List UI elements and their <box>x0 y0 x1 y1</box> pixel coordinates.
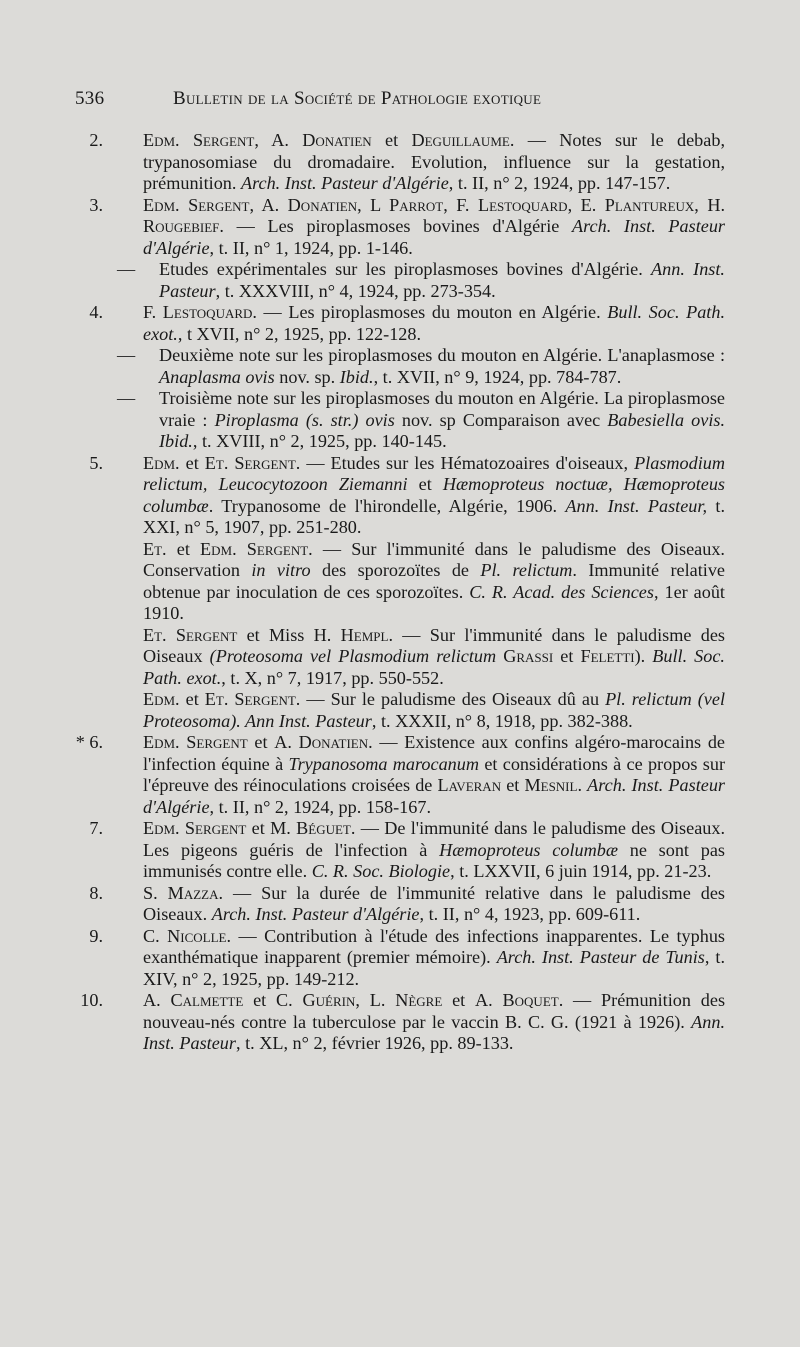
author-name: Deguillaume <box>411 130 510 150</box>
reference-number: 4. <box>89 302 103 322</box>
italic-text: Hæmoproteus noctuæ, Hæmoproteus columbæ <box>143 474 725 516</box>
author-name: H. Hempl <box>313 624 389 645</box>
italic-text: Piroplasma (s. str.) ovis <box>214 409 395 430</box>
reference-entry <box>75 926 725 991</box>
reference-number: 8. <box>89 882 103 903</box>
italic-text: Bull. Soc. Path. exot. <box>143 302 725 344</box>
italic-text: Anaplasma ovis <box>159 366 275 387</box>
text-fragment: , t. II, n° 1, 1924, pp. 1-146. <box>209 237 413 258</box>
reference-text <box>143 990 725 1055</box>
italic-text: Plasmodium relictum, Leucocytozoon Ziemanni <box>143 452 725 494</box>
continuation-dash: — <box>117 345 136 365</box>
reference-number: 2. <box>89 130 103 150</box>
italic-text: Arch. Inst. Pasteur d'Algérie <box>143 216 725 258</box>
text-fragment: . — Contribution à l'étude des infections inapparentes. Le typhus exanthématique inapparent (premier mémoire). <box>143 925 725 967</box>
author-name: Edm. <box>143 452 180 473</box>
author-name: C. Nicolle <box>143 925 227 946</box>
italic-text: Bull. Soc. Path. exot. <box>143 646 725 688</box>
text-fragment: , t. XXXII, n° 8, 1918, pp. 382-388. <box>371 710 633 731</box>
reference-text <box>143 689 725 732</box>
text-fragment: et M. <box>246 818 297 838</box>
text-fragment: , t XVII, n° 2, 1925, pp. 122-128. <box>177 323 422 344</box>
text-fragment: Etudes expérimentales sur les piroplasmoses bovines d'Algérie. <box>159 259 652 279</box>
reference-number: 3. <box>89 194 103 215</box>
text-fragment: ne sont pas immunisés contre elle. <box>143 839 725 881</box>
author-name: Edm. Sergent <box>200 538 309 559</box>
text-fragment: . — De l'immunité dans le paludisme des Oiseaux. Les pigeons guéris de l'infection à <box>143 818 725 860</box>
text-fragment: . <box>577 775 588 795</box>
reference-entry <box>75 883 725 926</box>
italic-text: Pl. relictum (vel Proteosoma). Ann Inst. Pasteur <box>143 689 726 731</box>
italic-text: in vitro <box>251 560 311 580</box>
reference-number: 7. <box>89 818 103 838</box>
text-fragment: Deuxième note sur les piroplasmoses du mouton en Algérie. L'anaplasmose : <box>159 345 725 365</box>
text-fragment: des sporozoïtes de <box>310 560 481 580</box>
text-fragment: . — Notes sur le debab, trypanosomiase du dromadaire. Evolution, influence sur la gestation, prémunition. <box>143 130 725 193</box>
text-fragment: . Immunité relative obtenue par inoculation de ces sporozoïtes. <box>143 560 725 602</box>
author-name: C. Guérin <box>276 990 356 1010</box>
text-fragment: et Miss <box>237 624 314 645</box>
text-fragment: ). <box>634 646 653 666</box>
author-name: Edm. Sergent, A. Donatien <box>143 130 372 150</box>
text-fragment: et <box>407 474 443 494</box>
italic-text: C. R. Soc. Biologie <box>311 861 451 881</box>
text-fragment: nov. sp. <box>274 366 340 387</box>
text-fragment: , t. II, n° 4, 1923, pp. 609-611. <box>419 904 641 924</box>
reference-text <box>143 732 725 818</box>
author-name: Mesnil <box>524 775 578 795</box>
text-fragment: , t. LXXVII, 6 juin 1914, pp. 21-23. <box>450 861 712 881</box>
italic-text: Babesiella ovis. Ibid. <box>159 409 725 451</box>
reference-continuation <box>75 345 725 388</box>
reference-entry <box>75 130 725 195</box>
reference-text <box>143 130 725 195</box>
text-fragment: et <box>501 775 525 795</box>
text-fragment: . — Etudes sur les Hématozoaires d'oiseaux, <box>295 452 635 473</box>
italic-text: Ibid. <box>339 366 374 387</box>
continuation-dash: — <box>117 259 136 279</box>
reference-text <box>143 302 725 345</box>
reference-entry <box>75 302 725 345</box>
reference-subentry <box>75 539 725 625</box>
italic-text: C. R. Acad. des Sciences <box>469 581 654 602</box>
author-name: Béguet <box>296 818 351 838</box>
text-fragment: , <box>355 990 370 1010</box>
author-name: Et. Sergent <box>143 624 238 645</box>
author-name: F. Lestoquard <box>143 302 253 322</box>
reference-continuation <box>75 259 725 302</box>
text-fragment: , t. XL, n° 2, février 1926, pp. 89-133. <box>235 1033 514 1053</box>
text-fragment: et <box>442 990 476 1010</box>
reference-subentry <box>75 689 725 732</box>
text-fragment: . — Sur l'immunité dans le paludisme des Oiseaux <box>143 624 725 666</box>
reference-number: 9. <box>89 925 103 946</box>
italic-text: Arch. Inst. Pasteur d'Algérie <box>143 775 726 817</box>
text-fragment: et <box>179 452 205 473</box>
author-name: L. Nègre <box>369 990 443 1010</box>
reference-subentry <box>75 625 725 690</box>
author-name: Edm. Sergent, A. Donatien, L Parrot, F. Lestoquard, E. Plantureux, H. Rougebief <box>143 194 725 236</box>
author-name: Et. <box>143 538 167 559</box>
reference-continuation <box>75 388 725 453</box>
italic-text: Trypanosoma marocanum <box>288 753 480 774</box>
author-name: A. Calmette <box>143 990 244 1010</box>
text-fragment: et <box>243 990 277 1010</box>
text-fragment: , t. XIV, n° 2, 1925, pp. 149-212. <box>143 947 725 989</box>
text-fragment: et <box>166 538 201 559</box>
author-name: Et. Sergent <box>204 452 296 473</box>
author-name: Edm. Sergent <box>143 732 248 752</box>
text-fragment: t. XXI, n° 5, 1907, pp. 251-280. <box>143 495 725 537</box>
author-name: A. Donatien <box>274 732 369 752</box>
text-fragment: . — Sur la durée de l'immunité relative dans le paludisme des Oiseaux. <box>143 882 725 924</box>
author-name: A. Boquet <box>475 990 559 1010</box>
reference-number: 10. <box>80 990 103 1010</box>
text-fragment: , t. XXXVIII, n° 4, 1924, pp. 273-354. <box>215 280 496 301</box>
running-title: Bulletin de la Société de Pathologie exotique <box>173 88 542 109</box>
text-fragment: nov. sp Comparaison avec <box>394 409 608 430</box>
text-fragment: , t. II, n° 2, 1924, pp. 147-157. <box>448 173 671 193</box>
italic-text: Arch. Inst. Pasteur d'Algérie <box>241 173 449 193</box>
reference-entry <box>75 990 725 1055</box>
italic-text: Hæmoproteus columbæ <box>439 839 618 860</box>
reference-number: 5. <box>89 452 103 473</box>
reference-entry <box>75 732 725 818</box>
author-name: Edm. <box>143 689 180 709</box>
text-fragment: et considérations à ce propos sur l'épreuve des réinoculations croisées de <box>143 753 726 795</box>
text-fragment: . — Prémunition des nouveau-nés contre la tuberculose par le vaccin B. C. G. (1921 à 1926). <box>143 990 726 1032</box>
author-name: Grassi <box>503 646 554 666</box>
italic-text: Ann. Inst. Pasteur <box>143 1011 725 1053</box>
reference-number: * 6. <box>75 732 103 752</box>
reference-entry <box>75 453 725 539</box>
text-fragment: . — Les piroplasmoses bovines d'Algérie <box>219 216 573 236</box>
text-fragment: , t. XVII, n° 9, 1924, pp. 784-787. <box>373 366 622 387</box>
author-name: Edm. Sergent <box>143 818 247 838</box>
reference-text <box>143 195 725 260</box>
text-fragment: et <box>371 130 412 150</box>
text-fragment: et <box>179 689 205 709</box>
text-fragment: . — Sur le paludisme des Oiseaux dû au <box>295 689 606 709</box>
text-fragment: . Trypanosome de l'hirondelle, Algérie, 1906. <box>208 495 566 516</box>
reference-list <box>75 130 725 1055</box>
text-fragment: , 1er août 1910. <box>143 581 725 623</box>
reference-text <box>143 926 725 991</box>
author-name: Feletti <box>580 646 635 666</box>
author-name: S. Mazza <box>143 882 219 903</box>
reference-text <box>159 259 725 302</box>
text-fragment: Troisième note sur les piroplasmoses du mouton en Algérie. La piroplasmose vraie : <box>159 388 725 430</box>
italic-text: (Proteosoma vel Plasmodium relictum <box>209 646 497 666</box>
italic-text: Pl. relictum <box>480 560 573 580</box>
text-fragment: , t. X, n° 7, 1917, pp. 550-552. <box>221 667 444 688</box>
text-fragment: et <box>553 646 581 666</box>
italic-text: Arch. Inst. Pasteur de Tunis <box>496 947 705 967</box>
reference-entry <box>75 818 725 883</box>
reference-text <box>143 818 725 883</box>
italic-text: Ann. Inst. Pasteur, <box>565 495 707 516</box>
reference-entry <box>75 195 725 260</box>
author-name: Et. Sergent <box>204 689 296 709</box>
page-number: 536 <box>75 88 105 109</box>
reference-text <box>143 453 725 539</box>
text-fragment: . — Les piroplasmoses du mouton en Algérie. <box>252 302 608 322</box>
text-fragment: et <box>247 732 275 752</box>
text-fragment: . — Sur l'immunité dans le paludisme des Oiseaux. Conservation <box>143 538 725 580</box>
italic-text: Arch. Inst. Pasteur d'Algérie <box>211 904 420 924</box>
reference-text <box>143 625 725 690</box>
reference-text <box>159 345 725 388</box>
text-fragment: , t. II, n° 2, 1924, pp. 158-167. <box>209 796 431 817</box>
reference-text <box>143 883 725 926</box>
italic-text: Ann. Inst. Pasteur <box>159 259 725 301</box>
author-name: Laveran <box>437 775 502 795</box>
reference-text <box>143 539 725 625</box>
text-fragment: . — Existence aux confins algéro-marocains de l'infection équine à <box>143 732 725 774</box>
text-fragment: , t. XVIII, n° 2, 1925, pp. 140-145. <box>192 431 447 451</box>
reference-text <box>159 388 725 453</box>
continuation-dash: — <box>117 388 136 408</box>
